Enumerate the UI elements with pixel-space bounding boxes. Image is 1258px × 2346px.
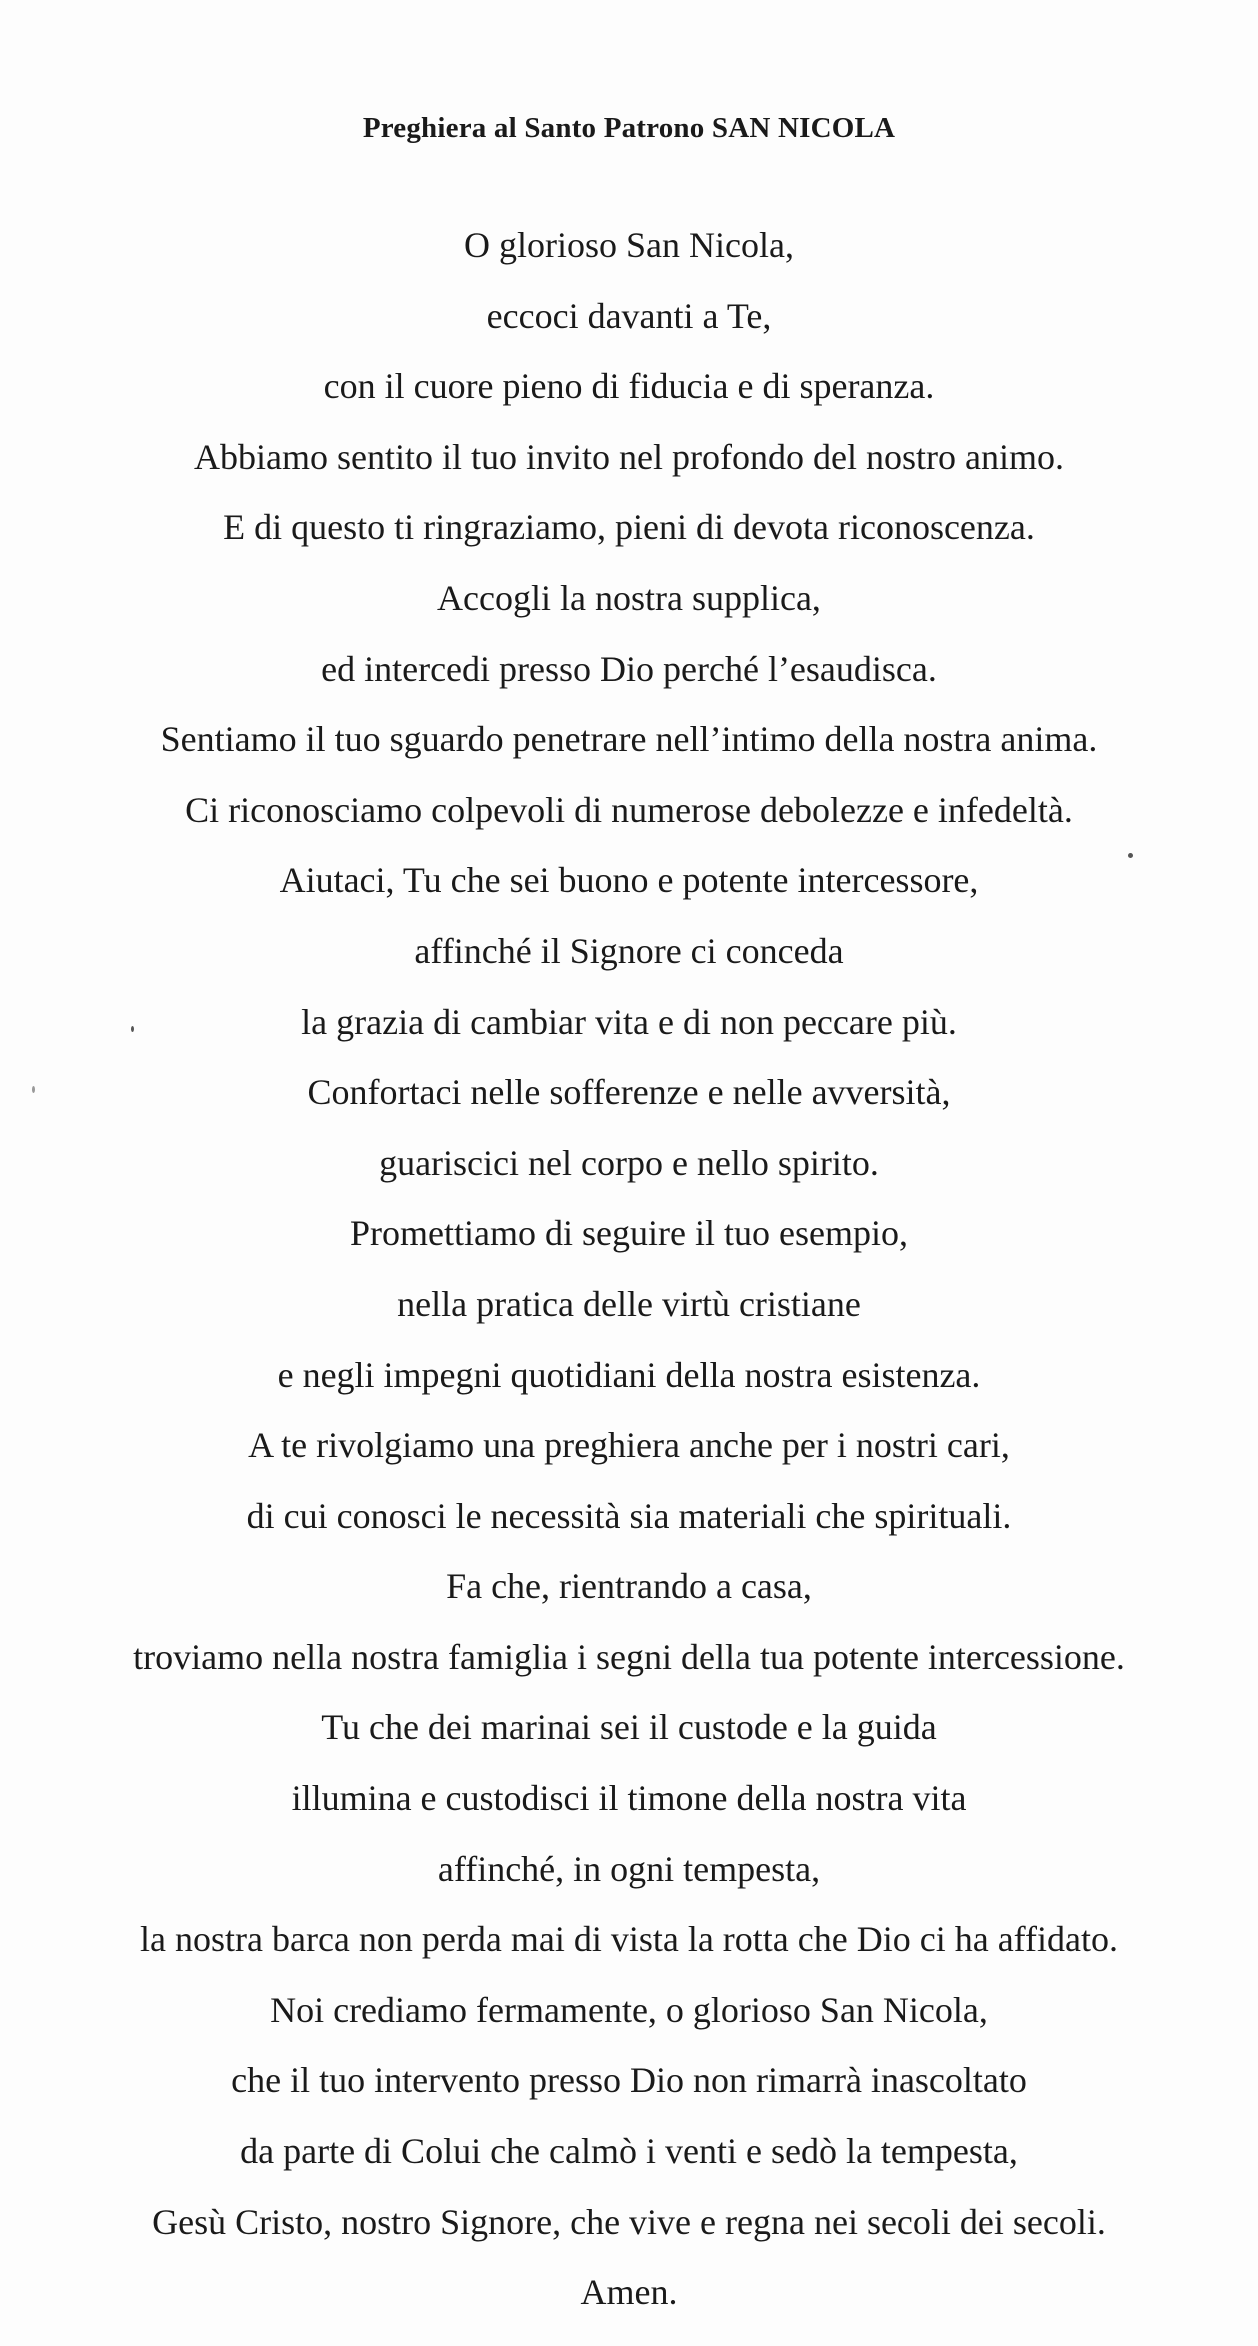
prayer-line: Abbiamo sentito il tuo invito nel profondo del nostro animo. xyxy=(194,436,1064,477)
prayer-line: Sentiamo il tuo sguardo penetrare nell’intimo della nostra anima. xyxy=(160,719,1098,760)
prayer-line: Promettiamo di seguire il tuo esempio, xyxy=(350,1213,908,1254)
prayer-line: da parte di Colui che calmò i venti e sedò la tempesta, xyxy=(240,2131,1018,2172)
prayer-line: troviamo nella nostra famiglia i segni della tua potente intercessione. xyxy=(133,1636,1125,1677)
prayer-line: la nostra barca non perda mai di vista la rotta che Dio ci ha affidato. xyxy=(140,1919,1118,1960)
prayer-line: Amen. xyxy=(580,2272,678,2313)
prayer-line: affinché, in ogni tempesta, xyxy=(437,1848,821,1889)
scan-speck xyxy=(1128,853,1133,858)
prayer-line: E di questo ti ringraziamo, pieni di devota riconoscenza. xyxy=(223,507,1035,548)
prayer-line: che il tuo intervento presso Dio non rimarrà inascoltato xyxy=(231,2060,1027,2101)
prayer-line: A te rivolgiamo una preghiera anche per i nostri cari, xyxy=(248,1425,1010,1466)
prayer-line: di cui conosci le necessità sia materiali che spirituali. xyxy=(246,1495,1012,1536)
prayer-line: Noi crediamo fermamente, o glorioso San Nicola, xyxy=(270,1989,988,2030)
prayer-line: Tu che dei marinai sei il custode e la guida xyxy=(321,1707,937,1748)
prayer-line: Aiutaci, Tu che sei buono e potente intercessore, xyxy=(279,860,979,901)
prayer-line: O glorioso San Nicola, xyxy=(464,225,794,265)
prayer-line: affinché il Signore ci conceda xyxy=(414,930,844,971)
prayer-line: Gesù Cristo, nostro Signore, che vive e regna nei secoli dei secoli. xyxy=(152,2201,1106,2242)
prayer-title: Preghiera al Santo Patrono SAN NICOLA xyxy=(362,112,896,144)
prayer-line: eccoci davanti a Te, xyxy=(486,295,772,336)
scan-speck xyxy=(131,1026,134,1032)
prayer-line: Ci riconosciamo colpevoli di numerose debolezze e infedeltà. xyxy=(185,789,1073,830)
prayer-line: guariscici nel corpo e nello spirito. xyxy=(379,1142,879,1183)
prayer-line: Confortaci nelle sofferenze e nelle avversità, xyxy=(307,1072,951,1113)
prayer-body xyxy=(0,218,1258,2336)
prayer-line: con il cuore pieno di fiducia e di speranza. xyxy=(323,366,935,407)
scan-speck xyxy=(32,1086,35,1093)
prayer-line: Accogli la nostra supplica, xyxy=(437,577,821,618)
prayer-line: e negli impegni quotidiani della nostra esistenza. xyxy=(277,1354,981,1395)
prayer-line: illumina e custodisci il timone della nostra vita xyxy=(291,1778,967,1819)
prayer-line: la grazia di cambiar vita e di non peccare più. xyxy=(301,1001,957,1042)
prayer-line: ed intercedi presso Dio perché l’esaudisca. xyxy=(321,648,937,689)
prayer-line: nella pratica delle virtù cristiane xyxy=(397,1283,861,1324)
prayer-line: Fa che, rientrando a casa, xyxy=(446,1566,812,1607)
